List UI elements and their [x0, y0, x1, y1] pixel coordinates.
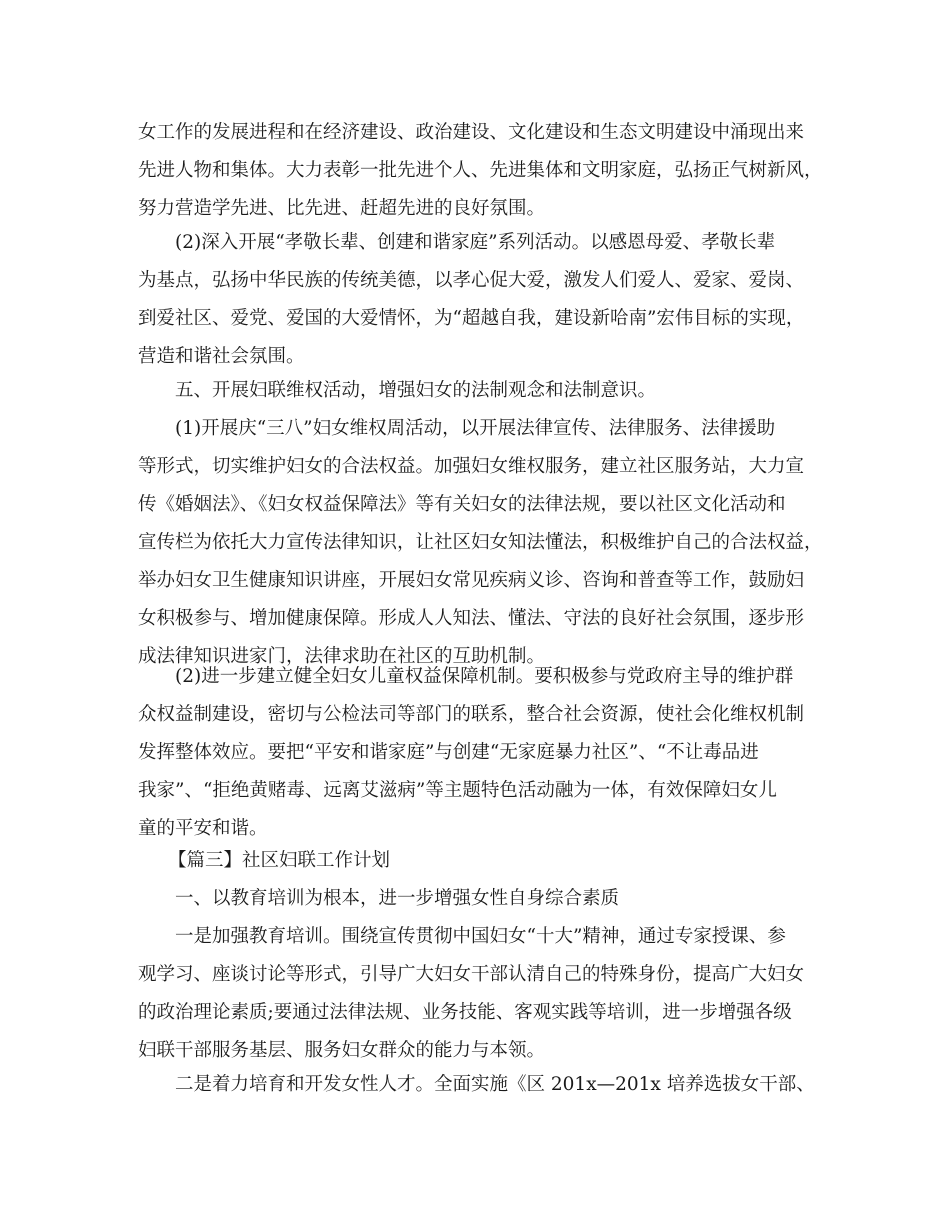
text-line: 等形式，切实维护妇女的合法权益。加强妇女维权服务，建立社区服务站，大力宣: [138, 456, 805, 477]
text-line: 五、开展妇联维权活动，增强妇女的法制观念和法制意识。: [175, 380, 657, 401]
text-line: 努力营造学先进、比先进、赶超先进的良好氛围。: [138, 198, 546, 219]
text-line: 二是着力培育和开发女性人才。全面实施《区 201x—201x 培养选拔女干部、: [175, 1074, 815, 1095]
text-line: 的政治理论素质;要通过法律法规、业务技能、客观实践等培训，进一步增强各级: [138, 1002, 792, 1023]
text-line: 观学习、座谈讨论等形式，引导广大妇女干部认清自己的特殊身份，提高广大妇女: [138, 964, 805, 985]
text-line: 妇联干部服务基层、服务妇女群众的能力与本领。: [138, 1040, 546, 1061]
text-line: 一是加强教育培训。围绕宣传贯彻中国妇女“十大”精神，通过专家授课、参: [175, 926, 786, 947]
text-line: 到爱社区、爱党、爱国的大爱情怀，为“超越自我，建设新哈南”宏伟目标的实现，: [138, 308, 805, 329]
text-line: (2)深入开展“孝敬长辈、创建和谐家庭”系列活动。以感恩母爱、孝敬长辈: [175, 232, 776, 253]
text-line: 宣传栏为依托大力宣传法律知识，让社区妇女知法懂法，积极维护自己的合法权益，: [138, 532, 823, 553]
text-line: 【篇三】社区妇联工作计划: [168, 850, 391, 871]
text-line: 营造和谐社会氛围。: [138, 346, 305, 367]
text-line: 女工作的发展进程和在经济建设、政治建设、文化建设和生态文明建设中涌现出来: [138, 122, 805, 143]
text-line: 举办妇女卫生健康知识讲座，开展妇女常见疾病义诊、咨询和普查等工作，鼓励妇: [138, 570, 805, 591]
text-line: 为基点，弘扬中华民族的传统美德，以孝心促大爱，激发人们爱人、爱家、爱岗、: [138, 270, 805, 291]
text-line: 童的平安和谐。: [138, 818, 268, 839]
text-line: 先进人物和集体。大力表彰一批先进个人、先进集体和文明家庭，弘扬正气树新风，: [138, 160, 823, 181]
text-line: 女积极参与、增加健康保障。形成人人知法、懂法、守法的良好社会氛围，逐步形: [138, 608, 805, 629]
text-line: 一、以教育培训为根本，进一步增强女性自身综合素质: [175, 888, 620, 909]
text-line: (1)开展庆“三八”妇女维权周活动，以开展法律宣传、法律服务、法律援助: [175, 418, 776, 439]
text-line: 发挥整体效应。要把“平安和谐家庭”与创建“无家庭暴力社区”、“不让毒品进: [138, 742, 759, 763]
text-line: 成法律知识进家门，法律求助在社区的互助机制。: [138, 646, 546, 667]
text-line: (2)进一步建立健全妇女儿童权益保障机制。要积极参与党政府主导的维护群: [175, 666, 794, 687]
text-line: 众权益制建设，密切与公检法司等部门的联系，整合社会资源，使社会化维权机制: [138, 704, 805, 725]
text-line: 我家”、“拒绝黄赌毒、远离艾滋病”等主题特色活动融为一体，有效保障妇女儿: [138, 780, 777, 801]
text-line: 传《婚姻法》、《妇女权益保障法》等有关妇女的法律法规，要以社区文化活动和: [138, 494, 786, 515]
